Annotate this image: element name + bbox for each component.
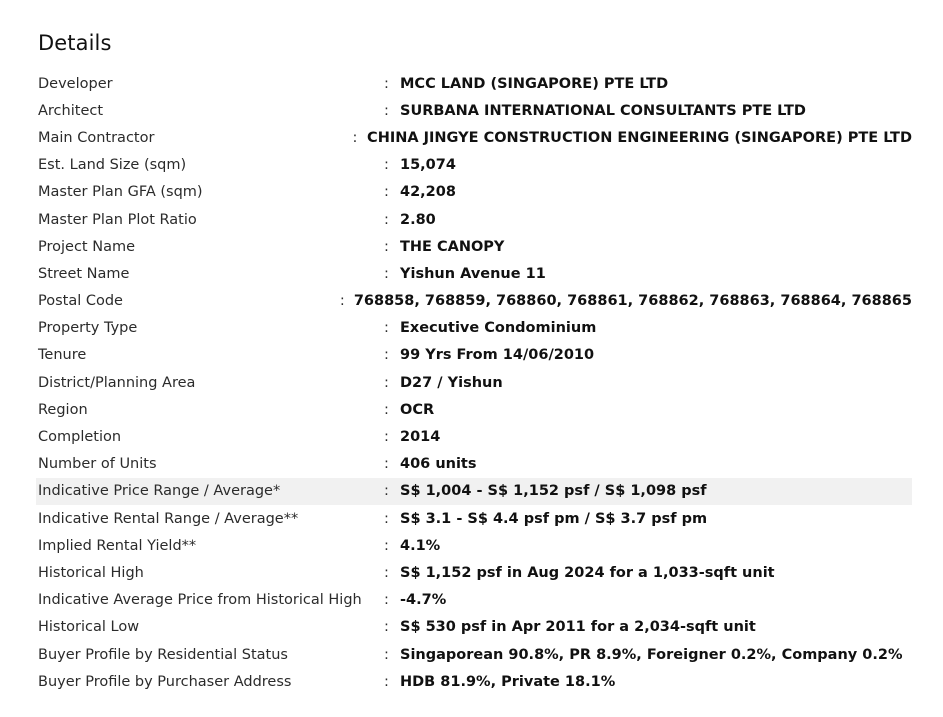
detail-label: Street Name [38,265,130,282]
detail-value: S$ 530 psf in Apr 2011 for a 2,034-sqft unit [400,619,756,636]
detail-label: Buyer Profile by Residential Status [38,646,288,663]
detail-label: Main Contractor [38,129,155,146]
detail-label: Master Plan Plot Ratio [38,211,197,228]
detail-value: S$ 3.1 - S$ 4.4 psf pm / S$ 3.7 psf pm [400,510,708,527]
detail-row [36,152,912,179]
detail-row [36,668,912,695]
detail-value: HDB 81.9%, Private 18.1% [400,673,616,690]
detail-label: Region [38,401,88,418]
detail-label: Implied Rental Yield** [38,537,197,554]
detail-label: Est. Land Size (sqm) [38,157,187,174]
detail-row [36,233,912,260]
detail-label: Postal Code [38,293,123,310]
detail-label: Number of Units [38,456,157,473]
detail-label: Indicative Price Range / Average* [38,483,281,500]
detail-separator: : [384,184,389,201]
detail-value: S$ 1,004 - S$ 1,152 psf / S$ 1,098 psf [400,483,707,500]
detail-value: S$ 1,152 psf in Aug 2024 for a 1,033-sqft unit [400,564,775,581]
detail-separator: : [384,592,389,609]
detail-row [36,124,912,151]
detail-separator: : [339,293,345,310]
details-list [36,70,912,695]
detail-value: 406 units [400,456,477,473]
detail-value: 2014 [400,429,441,446]
detail-row [36,369,912,396]
detail-label: Buyer Profile by Purchaser Address [38,673,292,690]
detail-label: Historical High [38,564,144,581]
detail-row [36,614,912,641]
detail-separator: : [384,238,389,255]
detail-separator: : [352,129,358,146]
detail-label: Property Type [38,320,138,337]
detail-row [36,396,912,423]
detail-separator: : [384,102,389,119]
detail-row [36,641,912,668]
detail-row [36,532,912,559]
detail-row [36,315,912,342]
detail-separator: : [384,510,389,527]
detail-row [36,260,912,287]
detail-row [36,587,912,614]
detail-label: Project Name [38,238,135,255]
detail-label: Indicative Average Price from Historical High [38,592,362,609]
detail-row [36,97,912,124]
section-title: Details [38,31,112,55]
detail-separator: : [384,429,389,446]
detail-separator: : [384,157,389,174]
detail-label: Completion [38,429,122,446]
detail-value: Yishun Avenue 11 [400,265,546,282]
detail-value: Executive Condominium [400,320,597,337]
detail-row [36,342,912,369]
detail-label: Developer [38,75,113,92]
detail-value: 99 Yrs From 14/06/2010 [400,347,595,364]
detail-separator: : [384,456,389,473]
detail-separator: : [384,619,389,636]
detail-value: 4.1% [400,537,441,554]
detail-separator: : [384,320,389,337]
detail-value: MCC LAND (SINGAPORE) PTE LTD [400,75,669,92]
detail-value: -4.7% [400,592,447,609]
detail-label: Indicative Rental Range / Average** [38,510,299,527]
detail-value: OCR [400,401,435,418]
detail-value: 42,208 [400,184,456,201]
detail-separator: : [384,537,389,554]
detail-separator: : [384,646,389,663]
detail-row [36,70,912,97]
detail-value: SURBANA INTERNATIONAL CONSULTANTS PTE LTD [400,102,806,119]
detail-row [36,206,912,233]
detail-row [36,505,912,532]
detail-label: Architect [38,102,104,119]
detail-label: Tenure [38,347,87,364]
detail-value: 15,074 [400,157,456,174]
detail-value: 2.80 [400,211,436,228]
detail-separator: : [384,564,389,581]
detail-value: 768858, 768859, 768860, 768861, 768862, 768863, 768864, 768865 [353,293,912,310]
detail-row [36,288,912,315]
detail-separator: : [384,401,389,418]
detail-separator: : [384,673,389,690]
detail-value: Singaporean 90.8%, PR 8.9%, Foreigner 0.2%, Company 0.2% [400,646,903,663]
detail-row [36,179,912,206]
detail-separator: : [384,347,389,364]
detail-row [36,451,912,478]
detail-separator: : [384,265,389,282]
detail-separator: : [384,211,389,228]
detail-label: District/Planning Area [38,374,196,391]
detail-value: CHINA JINGYE CONSTRUCTION ENGINEERING (SINGAPORE) PTE LTD [367,129,912,146]
detail-label: Master Plan GFA (sqm) [38,184,203,201]
detail-row [36,423,912,450]
detail-row [36,478,912,505]
detail-separator: : [384,75,389,92]
detail-value: D27 / Yishun [400,374,503,391]
detail-label: Historical Low [38,619,140,636]
detail-separator: : [384,483,389,500]
detail-separator: : [384,374,389,391]
detail-row [36,559,912,586]
detail-value: THE CANOPY [400,238,505,255]
